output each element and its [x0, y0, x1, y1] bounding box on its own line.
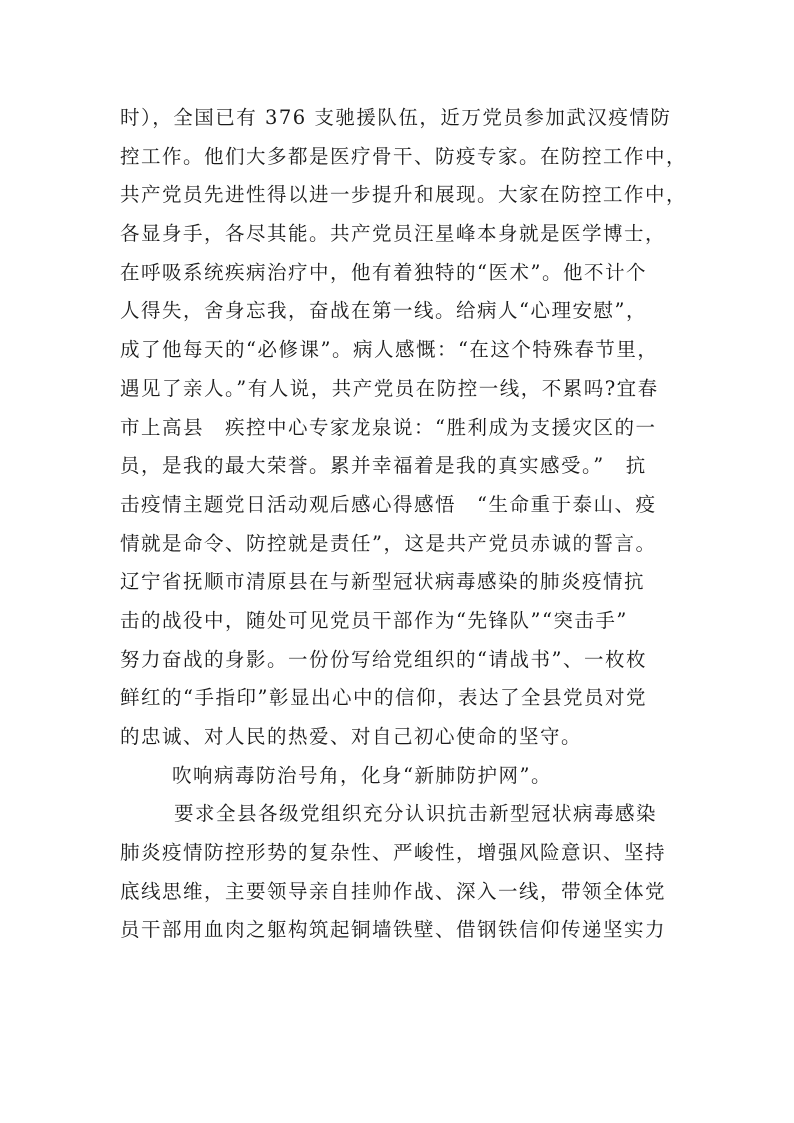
text-line: 共产党员先进性得以进一步提升和展现。大家在防控工作中，	[120, 183, 688, 207]
text-line: 的忠诚、对人民的热爱、对自己初心使命的坚守。	[120, 725, 583, 748]
text-line: 努力奋战的身影。一份份写给党组织的“请战书”、一枚枚	[120, 647, 647, 671]
text-line: 控工作。他们大多都是医疗骨干、防疫专家。在防控工作中，	[120, 144, 688, 168]
text-line: 情就是命令、防控就是责任”，这是共产党员赤诚的誓言。	[120, 531, 657, 555]
text-line: 人得失，舍身忘我，奋战在第一线。给病人“心理安慰”，	[120, 299, 647, 323]
text-line: 员干部用血肉之躯构筑起铜墙铁壁、借钢铁信仰传递坚实力	[120, 918, 667, 942]
text-line: 击疫情主题党日活动观后感心得感悟 “生命重于泰山、疫	[120, 492, 657, 516]
text-line: 底线思维，主要领导亲自挂帅作战、深入一线，带领全体党	[120, 879, 667, 903]
text-line: 员，是我的最大荣誉。累并幸福着是我的真实感受。” 抗	[120, 454, 647, 478]
text-line: 成了他每天的“必修课”。病人感慨：“在这个特殊春节里，	[120, 338, 659, 362]
paragraph-first-line: 要求全县各级党组织充分认识抗击新型冠状病毒感染	[174, 802, 658, 826]
text-line: 遇见了亲人。”有人说，共产党员在防控一线，不累吗?宜春	[120, 376, 659, 400]
body-text	[120, 103, 694, 954]
text-line: 鲜红的“手指印”彰显出心中的信仰，表达了全县党员对党	[120, 686, 647, 710]
text-line: 市上高县 疾控中心专家龙泉说：“胜利成为支援灾区的一	[120, 415, 657, 439]
section-heading: 吹响病毒防治号角，化身“新肺防护网”。	[172, 763, 552, 787]
text-line: 辽宁省抚顺市清原县在与新型冠状病毒感染的肺炎疫情抗	[120, 570, 646, 594]
text-line: 击的战役中，随处可见党员干部作为“先锋队”“突击手”	[120, 608, 628, 632]
text-line: 肺炎疫情防控形势的复杂性、严峻性，增强风险意识、坚持	[120, 841, 667, 865]
text-line: 各显身手，各尽其能。共产党员汪星峰本身就是医学博士，	[120, 222, 667, 246]
text-line: 时），全国已有 376 支驰援队伍，近万党员参加武汉疫情防	[120, 106, 672, 129]
text-line: 在呼吸系统疾病治疗中，他有着独特的“医术”。他不计个	[120, 260, 647, 284]
